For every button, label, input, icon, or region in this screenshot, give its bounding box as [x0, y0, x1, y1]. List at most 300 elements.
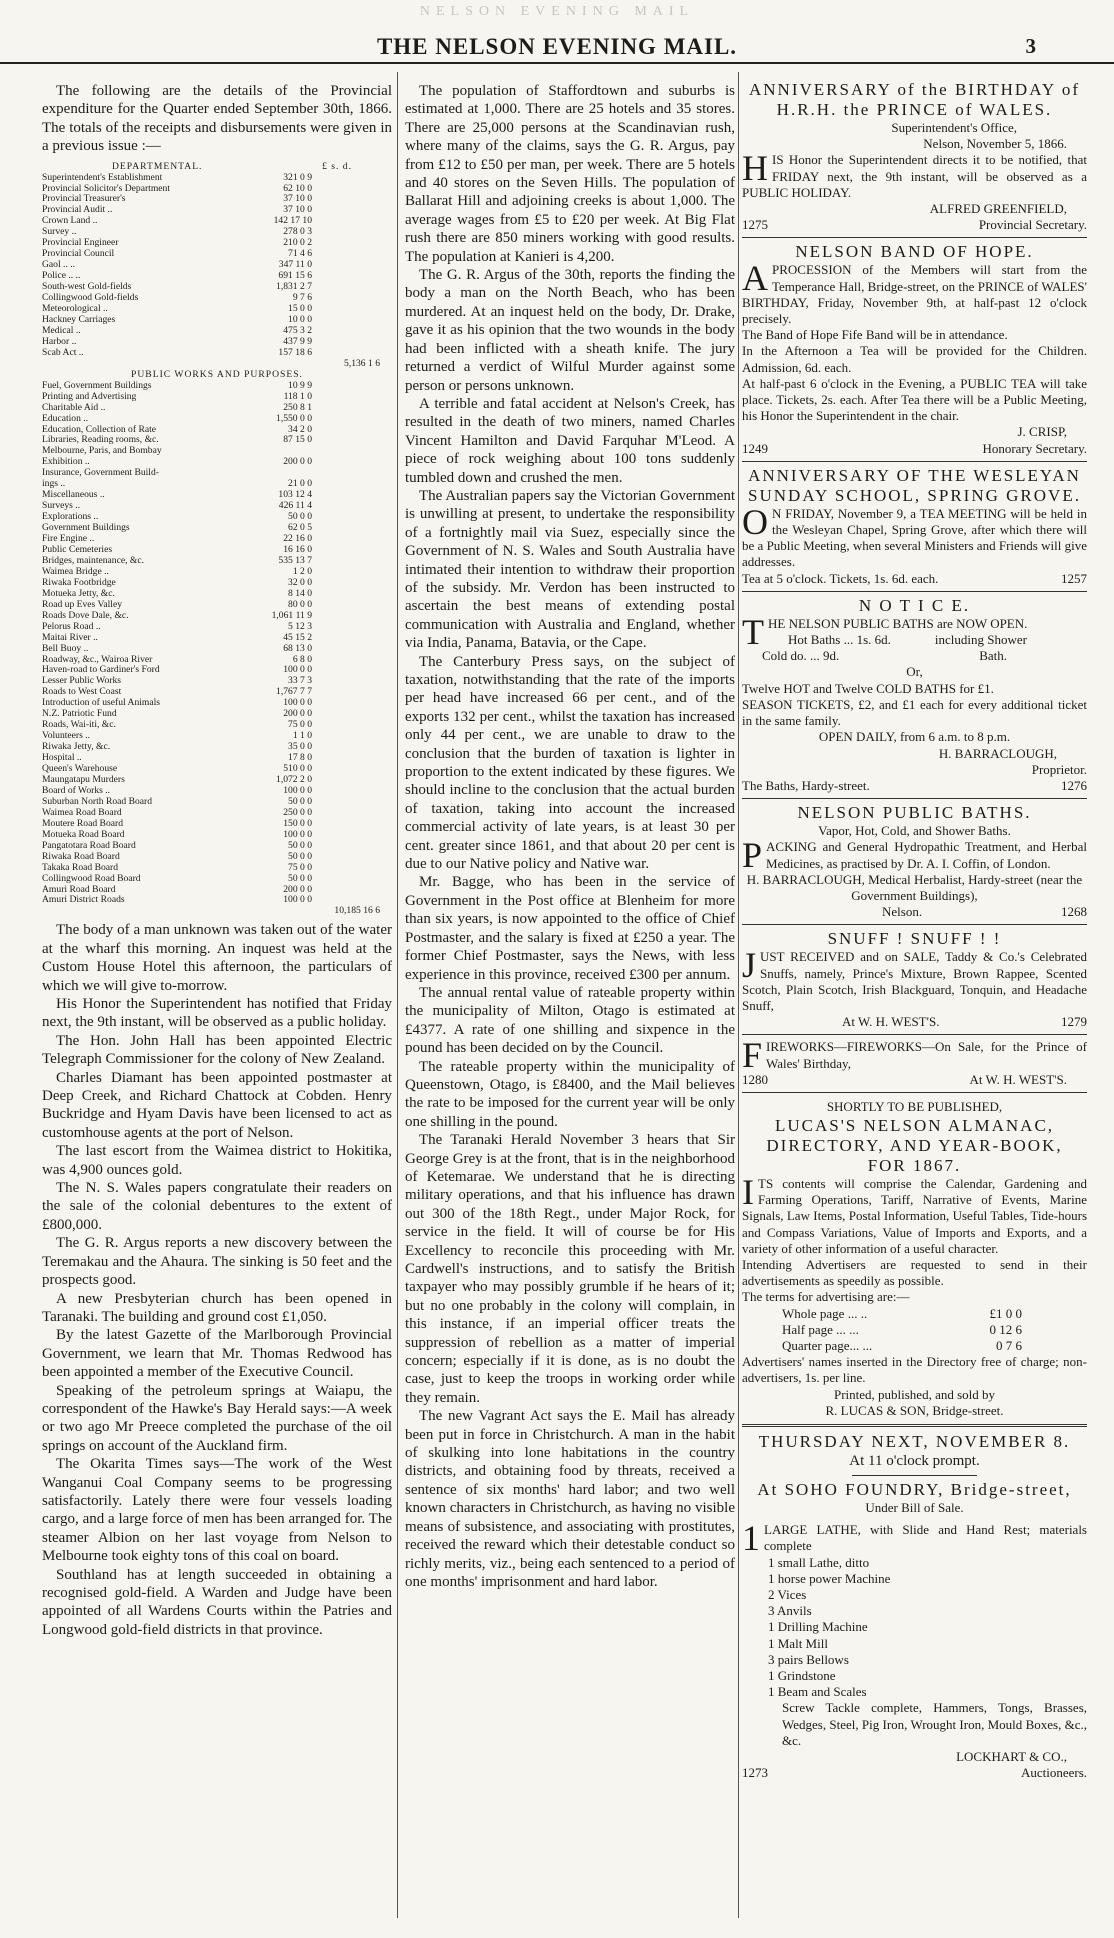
public-works-header: PUBLIC WORKS AND PURPOSES. [131, 368, 303, 380]
auction-item: 3 Anvils [768, 1603, 812, 1619]
row-label: Printing and Advertising [42, 391, 137, 402]
row-amount: 75 0 0 [288, 719, 312, 731]
row-label: Roads Dove Dale, &c. [42, 610, 129, 621]
ad-body: PROCESSION of the Members will start from the Temperance Hall, Bridge-street, on the PRINCE of WALES' BIRTHDAY, Friday, November 9th, at half-past 12 o'clock precisely. [742, 262, 1087, 327]
table-row [42, 764, 392, 775]
ad-heading: DIRECTORY, AND YEAR-BOOK, [766, 1135, 1063, 1155]
dept-total: 5,136 1 6 [344, 357, 380, 369]
row-amount: 9 7 6 [292, 292, 312, 304]
rate-price: 0 12 6 [989, 1321, 1022, 1337]
row-amount [232, 468, 332, 479]
row-amount: 475 3 2 [283, 324, 312, 336]
auction-items [742, 1555, 1087, 1701]
row-label: Survey .. [42, 227, 77, 238]
row-amount: 80 0 0 [288, 598, 312, 610]
ad-signature: ALFRED GREENFIELD, [929, 201, 1067, 217]
row-amount: 426 11 4 [278, 500, 312, 512]
ad-number: 1276 [1061, 777, 1087, 793]
rate-price: 0 7 6 [996, 1337, 1022, 1353]
row-amount: 21 0 0 [288, 478, 312, 490]
row-label: Moutere Road Board [42, 818, 123, 829]
row-label: ings .. [42, 479, 66, 490]
table-row [42, 731, 392, 742]
row-label: Miscellaneous .. [42, 490, 105, 501]
row-label: Road up Eves Valley [42, 599, 123, 610]
row-amount: 157 18 6 [278, 346, 312, 358]
ad-place: Nelson. [882, 904, 923, 920]
drop-cap: 1 [742, 1518, 760, 1559]
row-amount: 1,831 2 7 [276, 281, 312, 293]
table-row [42, 698, 392, 709]
ad-body: Printed, published, and sold by [833, 1386, 996, 1402]
drop-cap: O [742, 501, 768, 542]
ghost-text: NELSON EVENING MAIL [419, 4, 695, 19]
row-amount: 100 0 0 [283, 784, 312, 796]
ad-number: 1273 [742, 1765, 768, 1781]
row-amount: 5 12 3 [288, 620, 312, 632]
row-label: Collingwood Road Board [42, 873, 141, 884]
table-row [42, 403, 392, 414]
row-label: Gaol .. .. [42, 260, 76, 271]
row-amount: 1,550 0 0 [276, 412, 312, 424]
ad-heading: N O T I C E. [858, 595, 971, 615]
row-label: Government Buildings [42, 523, 130, 534]
table-row [42, 567, 392, 578]
auction-item: 1 Malt Mill [768, 1635, 828, 1651]
row-label: Amuri Road Board [42, 884, 116, 895]
auction-item: 1 horse power Machine [768, 1570, 891, 1586]
ad-heading: SUNDAY SCHOOL, SPRING GROVE. [748, 485, 1081, 505]
row-amount: 437 9 9 [283, 335, 312, 347]
ad-vendor: At W. H. WEST'S. [969, 1071, 1067, 1087]
row-amount: 200 0 0 [283, 708, 312, 720]
table-row [42, 446, 392, 457]
row-amount: 278 0 3 [283, 226, 312, 238]
article-paragraph: The Canterbury Press says, on the subject of taxation, notwithstanding that the rate of the imports per head have increased 66 per cent., and of the exports 132 per cent., whilst the taxation has increased only 44 per cent., we are unable to draw to the conclusion that the burden of taxation is lighter in proportion to the extent indicated by these figures. We should incline to the conclusion that the actual burden of taxation, taking into account the increased commercial activity of late years, is at least 30 per cent. greater since 1861, and that about 20 per cent is due to our Native policy and Native war. [405, 653, 735, 873]
row-amount: 87 15 0 [283, 434, 312, 446]
row-label: Exhibition .. [42, 457, 90, 468]
ad-role: Provincial Secretary. [978, 217, 1087, 233]
drop-cap: I [742, 1171, 754, 1212]
ad-body: OPEN DAILY, from 6 a.m. to 8 p.m. [818, 729, 1011, 745]
ad-band-of-hope [742, 242, 1087, 456]
ad-rule [742, 237, 1087, 238]
table-row [42, 863, 392, 874]
article-paragraph: The last escort from the Waimea district to Hokitika, was 4,900 ounces gold. [42, 1143, 392, 1178]
ad-auction [742, 1432, 1087, 1781]
rate-row [782, 1306, 1022, 1322]
table-row [42, 676, 392, 687]
ad-rate: Cold do. ... 9d. [762, 648, 840, 664]
row-label: Riwaka Jetty, &c. [42, 742, 111, 753]
table-row [42, 414, 392, 425]
table-row [42, 194, 392, 205]
table-row [42, 457, 392, 468]
row-label: Provincial Treasurer's [42, 194, 126, 205]
row-amount: 37 10 0 [283, 204, 312, 216]
ad-body: Screw Tackle complete, Hammers, Tongs, Brasses, Wedges, Steel, Pig Iron, Wrought Iron, Mould Boxes, &c., &c. [782, 1700, 1087, 1748]
row-amount: 22 16 0 [283, 533, 312, 545]
row-label: Roads, Wai-iti, &c. [42, 720, 116, 731]
ad-heading: THURSDAY NEXT, NOVEMBER 8. [758, 1432, 1071, 1451]
row-label: Waimea Bridge .. [42, 566, 109, 577]
table-row [42, 184, 392, 195]
ad-address: The Baths, Hardy-street. [742, 777, 870, 793]
ad-body: IS Honor the Superintendent directs it to be notified, that FRIDAY next, the 9th instant, will be observed as a PUBLIC HOLIDAY. [742, 152, 1087, 200]
row-label: Roadway, &c., Wairoa River [42, 654, 153, 665]
masthead [0, 0, 1114, 64]
row-label: Harbor .. [42, 336, 77, 347]
row-amount: 535 13 7 [278, 554, 312, 566]
table-row [42, 348, 392, 359]
article-paragraph: The N. S. Wales papers congratulate their readers on the sale of the colonial debentures to the extent of £800,000. [42, 1180, 392, 1233]
ad-almanac [742, 1097, 1087, 1419]
row-amount: 45 15 2 [283, 631, 312, 643]
row-amount: 250 0 0 [283, 806, 312, 818]
ad-number: 1280 [742, 1071, 768, 1087]
row-label: Bell Buoy .. [42, 643, 89, 654]
row-amount: 1 1 0 [292, 730, 312, 742]
ad-signature: H. BARRACLOUGH, [938, 745, 1057, 761]
dept-rows [42, 173, 392, 359]
ad-rule [742, 924, 1087, 925]
row-amount: 50 0 0 [288, 839, 312, 851]
ad-body: IREWORKS—FIREWORKS—On Sale, for the Prince of Wales' Birthday, [766, 1039, 1087, 1071]
article-paragraph: Speaking of the petroleum springs at Waiapu, the correspondent of the Hawke's Bay Herald says:—A week or two ago Mr Preece completed the purchase of the oil springs on account of the Auckland firm. [42, 1382, 392, 1454]
row-label: Lesser Public Works [42, 676, 121, 687]
row-label: Public Cemeteries [42, 544, 113, 555]
row-label: Maitai River .. [42, 632, 98, 643]
row-label: Volunteers .. [42, 731, 91, 742]
table-row [42, 227, 392, 238]
row-label: Explorations .. [42, 512, 99, 523]
ad-public-baths [742, 803, 1087, 920]
row-label: Provincial Solicitor's Department [42, 183, 171, 194]
ad-rule [742, 1424, 1087, 1427]
row-amount: 50 0 0 [288, 511, 312, 523]
ad-body: Twelve HOT and Twelve COLD BATHS for £1. [742, 680, 994, 696]
table-row [42, 216, 392, 227]
article-paragraph: Charles Diamant has been appointed postmaster at Deep Creek, and Richard Chattock at Cobden. Henry Buckridge and Hyam Davis have been licensed to act as customhouse agents at the port of Nelson. [42, 1069, 392, 1141]
article-paragraph: The new Vagrant Act says the E. Mail has already been put in force in Christchurch. A man in the habit of skulking into lone habitations in the country districts, and obtaining food by threats, received a sentence of six months' hard labor; and two well known characters in Christchurch, as having no visible means of subsistence, and associating with prostitutes, received the reward which their detestable conduct so richly merits, viz., being each sentenced to a period of one months' imprisonment and hard labor. [405, 1408, 735, 1590]
ad-body: UST RECEIVED and on SALE, Taddy & Co.'s Celebrated Snuffs, namely, Prince's Mixture, Brown Rappee, Scented Scotch, Plain Scotch, Irish Blackguard, Tonquin, and Headache Snuff, [742, 949, 1087, 1013]
table-row [42, 786, 392, 797]
row-amount: 250 8 1 [283, 401, 312, 413]
row-label: Motueka Road Board [42, 829, 125, 840]
auction-item: 3 pairs Bellows [768, 1651, 849, 1667]
table-row [42, 337, 392, 348]
row-amount: 16 16 0 [283, 543, 312, 555]
ad-body: In the Afternoon a Tea will be provided for the Children. Admission, 6d. each. [742, 343, 1087, 375]
column-1-articles [42, 921, 392, 1639]
row-label: Crown Land .. [42, 216, 98, 227]
row-label: Meteorological .. [42, 304, 108, 315]
ad-snuff [742, 929, 1087, 1030]
table-row [42, 304, 392, 315]
ad-body: At half-past 6 o'clock in the Evening, a PUBLIC TEA will take place. Tickets, 2s. each. After Tea there will be a Public Meeting, his Honor the Superintendent in the chair. [742, 375, 1087, 424]
public-works-total: 10,185 16 6 [334, 905, 380, 917]
ad-body: SEASON TICKETS, £2, and £1 each for every additional ticket in the same family. [742, 696, 1087, 729]
table-row [42, 589, 392, 600]
article-paragraph: The rateable property within the municipality of Queenstown, Otago, is £8400, and the Mail believes the rate to be imposed for the current year will be only one shilling in the pound. [405, 1058, 735, 1130]
column-3-ads [742, 80, 1087, 1928]
article-paragraph: His Honor the Superintendent has notified that Friday next, the 9th instant, will be observed as a public holiday. [42, 996, 392, 1031]
auction-item: 1 Drilling Machine [768, 1619, 868, 1635]
row-amount: 50 0 0 [288, 850, 312, 862]
table-row [42, 523, 392, 534]
ad-notice-baths [742, 596, 1087, 794]
table-row [42, 819, 392, 830]
row-label: Haven-road to Gardiner's Ford [42, 665, 160, 676]
article-paragraph: The Okarita Times says—The work of the West Wanganui Coal Company seems to be progressing satisfactorily. Lately there were four vessels loading cargo, and a large force of men has been arranged for. The steamer Albion on her last voyage from Nelson to Melbourne took eighty tons of this coal on board. [42, 1456, 392, 1565]
row-label: Provincial Council [42, 249, 115, 260]
ad-body: Intending Advertisers are requested to send in their advertisements as speedily as possible. [742, 1256, 1087, 1289]
rate-row [782, 1322, 1022, 1338]
ad-fireworks [742, 1035, 1087, 1088]
rate-label: Quarter page... ... [782, 1337, 873, 1353]
ad-rule [852, 1475, 977, 1476]
table-row [42, 830, 392, 841]
ad-number: 1249 [742, 440, 768, 456]
drop-cap: J [742, 945, 757, 986]
ad-line: Tea at 5 o'clock. Tickets, 1s. 6d. each. [742, 570, 939, 586]
row-label: Riwaka Footbridge [42, 577, 116, 588]
dept-header: DEPARTMENTAL. [112, 160, 203, 172]
row-label: Pelorus Road .. [42, 621, 101, 632]
table-row [42, 808, 392, 819]
row-amount: 15 0 0 [288, 303, 312, 315]
row-label: Queen's Warehouse [42, 764, 118, 775]
table-row [42, 655, 392, 666]
ad-subheading: Vapor, Hot, Cold, and Shower Baths. [818, 823, 1011, 839]
currency-header: £ s. d. [322, 160, 352, 172]
row-label: Education, Collection of Rate [42, 424, 157, 435]
table-row [42, 600, 392, 611]
table-row [42, 534, 392, 545]
expenditure-table [42, 162, 392, 918]
drop-cap: H [742, 148, 768, 189]
table-row [42, 885, 392, 896]
row-amount: 1,072 2 0 [276, 774, 312, 785]
row-amount: 103 12 4 [278, 489, 312, 501]
row-label: Surveys .. [42, 501, 81, 512]
table-row [42, 205, 392, 216]
table-row [42, 578, 392, 589]
expenditure-intro: The following are the details of the Provincial expenditure for the Quarter ended September 30th, 1866. The totals of the receipts and disbursements were given in a previous issue :— [42, 83, 392, 155]
row-amount: 1 2 0 [292, 565, 312, 577]
ad-heading: H.R.H. the PRINCE of WALES. [776, 100, 1053, 119]
table-row [42, 665, 392, 676]
row-amount: 62 10 0 [283, 182, 312, 194]
ad-heading: NELSON PUBLIC BATHS. [797, 803, 1032, 823]
row-label: Libraries, Reading rooms, &c. [42, 435, 159, 446]
newspaper-title: THE NELSON EVENING MAIL. [376, 34, 738, 59]
ad-address: Nelson, November 5, 1866. [923, 136, 1067, 152]
row-label: Maungatapu Murders [42, 775, 125, 785]
table-row [42, 720, 392, 731]
auction-item: 1 Beam and Scales [768, 1684, 867, 1700]
ad-heading: LUCAS'S NELSON ALMANAC, [774, 1115, 1055, 1135]
row-amount: 691 15 6 [278, 270, 312, 282]
table-row [42, 545, 392, 556]
column-divider [738, 72, 739, 1918]
ad-heading: At 11 o'clock prompt. [849, 1453, 980, 1469]
article-paragraph: A terrible and fatal accident at Nelson's Creek, has resulted in the death of two miners, named Charles Vincent Hamilton and David Farquhar M'Leod. A piece of rock weighing about 100 tons suddenly tumbled down and crushed the men. [405, 395, 735, 486]
ad-body: N FRIDAY, November 9, a TEA MEETING will be held in the Wesleyan Chapel, Spring Grove, after which there will be a Public Meeting, when several Ministers and Friends will give addresses. [742, 505, 1087, 570]
auction-item: 1 Grindstone [768, 1668, 836, 1684]
table-row [42, 501, 392, 512]
column-divider [397, 72, 398, 1918]
article-paragraph: A new Presbyterian church has been opened in Taranaki. The building and ground cost £1,050. [42, 1290, 392, 1325]
ad-subheading: Under Bill of Sale. [865, 1500, 964, 1515]
table-row [42, 468, 392, 479]
table-row [42, 841, 392, 852]
table-row [42, 326, 392, 337]
row-amount: 1,061 11 9 [271, 609, 312, 621]
row-label: Fire Engine .. [42, 534, 95, 545]
ad-heading: SNUFF ! SNUFF ! ! [827, 929, 1002, 949]
column-2-articles [405, 82, 735, 1591]
row-amount: 35 0 0 [288, 741, 312, 753]
row-amount: 321 0 9 [283, 171, 312, 183]
row-amount: 75 0 0 [288, 861, 312, 873]
row-label: Roads to West Coast [42, 687, 122, 698]
ad-heading: ANNIVERSARY OF THE WESLEYAN [748, 465, 1081, 485]
table-row [42, 687, 392, 698]
ad-heading: ANNIVERSARY of the BIRTHDAY of [749, 80, 1080, 99]
table-row [42, 775, 392, 786]
ad-heading: FOR 1867. [867, 1155, 962, 1175]
row-label: Introduction of useful Animals [42, 698, 161, 709]
row-label: Police .. .. [42, 271, 81, 282]
drop-cap: T [742, 611, 764, 652]
row-amount: 50 0 0 [288, 795, 312, 807]
ad-body: LARGE LATHE, with Slide and Hand Rest; materials complete [764, 1522, 1087, 1554]
row-amount: 210 0 2 [283, 237, 312, 249]
ad-role: Honorary Secretary. [982, 440, 1087, 456]
ad-rate-note: Bath. [979, 648, 1007, 664]
article-paragraph: The body of a man unknown was taken out of the water at the wharf this morning. An inquest was held at the Custom House Hotel this afternoon, the particulars of which we will give to-morrow. [42, 922, 392, 994]
row-amount: 17 8 0 [288, 752, 312, 764]
ad-body: The terms for advertising are:— [742, 1289, 910, 1305]
table-row [42, 874, 392, 885]
ad-number: 1257 [1061, 570, 1087, 586]
ad-or: Or, [906, 664, 923, 680]
row-amount: 1,767 7 7 [276, 686, 312, 698]
table-row [42, 381, 392, 392]
row-label: Motueka Jetty, &c. [42, 588, 115, 599]
row-label: Collingwood Gold-fields [42, 293, 139, 304]
column-2 [405, 82, 735, 1928]
row-label: Scab Act .. [42, 347, 84, 358]
article-paragraph: The annual rental value of rateable property within the municipality of Milton, Otago is estimated at £4377. A rate of one shilling and sixpence in the pound has been decided on by the Council. [405, 984, 735, 1057]
table-row [42, 797, 392, 808]
ad-rule [742, 461, 1087, 462]
rate-label: Whole page ... .. [782, 1305, 868, 1321]
ad-body: HE NELSON PUBLIC BATHS are NOW OPEN. [768, 615, 1028, 631]
table-row [42, 644, 392, 655]
auction-item: 1 small Lathe, ditto [768, 1554, 870, 1570]
ad-vendor: At W. H. WEST'S. [842, 1014, 940, 1030]
row-amount: 34 2 0 [288, 423, 312, 435]
article-paragraph: The Hon. John Hall has been appointed Electric Telegraph Commissioner for the colony of New Zealand. [42, 1032, 392, 1068]
row-label: Provincial Audit .. [42, 205, 113, 216]
ad-rule [742, 591, 1087, 592]
ad-rule [742, 1092, 1087, 1093]
table-row [42, 315, 392, 326]
row-amount: 50 0 0 [288, 872, 312, 884]
article-paragraph: The population of Staffordtown and suburbs is estimated at 1,000. There are 25 hotels and 35 stores. There are 25,000 persons at the Scandinavian rush, where many of the claims, says the G. R. Argus, pay from £12 to £50 per man, per week. There are 5 hotels and 40 stores on the Seven Hills. The population of Ballarat Hill and adjoining creeks is about 1,000. The average wages from £5 to £20 per week. At Big Flat rush there are 850 miners working with good results. The population at Kanieri is 4,200. [405, 83, 735, 265]
row-amount: 100 0 0 [283, 664, 312, 676]
table-row [42, 249, 392, 260]
row-amount [232, 446, 332, 457]
row-amount: 142 17 10 [273, 215, 312, 227]
row-label: Suburban North Road Board [42, 796, 153, 807]
row-label: Education .. [42, 413, 89, 424]
table-row [42, 611, 392, 622]
table-row [42, 425, 392, 436]
ad-signature: H. BARRACLOUGH, Medical Herbalist, Hardy-street (near the Government Buildings), [746, 871, 1083, 903]
ad-signature: R. LUCAS & SON, Bridge-street. [825, 1402, 1004, 1418]
article-paragraph: The Australian papers say the Victorian Government is unwilling at present, to undertake the responsibility of a fortnightly mail via Suez, especially since the Government of N. S. Wales and South Australia have intimated their intention to withdraw their proportion of the subsidy. Mr. Verdon has been instructed to ascertain the best means of extending postal communication with Australia and England, whether via India, Panama, Batavia, or the Cape. [405, 487, 735, 652]
table-row [42, 709, 392, 720]
table-row [42, 633, 392, 644]
rate-row [782, 1338, 1022, 1354]
column-1 [42, 82, 392, 1928]
row-amount: 100 0 0 [283, 894, 312, 906]
row-label: Medical .. [42, 325, 81, 336]
ad-rates [742, 1306, 1087, 1355]
table-row [42, 271, 392, 282]
row-label: Takaka Road Board [42, 862, 119, 873]
article-paragraph: Southland has at length succeeded in obtaining a recognised gold-field. A Warden and Judge have been appointed of all Wardens Courts within the Patries and Longwood gold-field districts in that province. [42, 1566, 392, 1638]
ad-heading: At SOHO FOUNDRY, Bridge-street, [757, 1480, 1072, 1499]
ad-body: ACKING and General Hydropathic Treatment, and Herbal Medicines, as practised by Dr. A. I. Coffin, of London. [766, 839, 1087, 871]
ad-body: The Band of Hope Fife Band will be in attendance. [742, 327, 1008, 343]
ad-number: 1275 [742, 217, 768, 233]
ad-role: Auctioneers. [1020, 1765, 1087, 1781]
article-paragraph: The G. R. Argus of the 30th, reports the finding the body a man on the North Beach, who has been murdered. At an inquest held on the body, Dr. Drake, gave it as his opinion that the two wounds in the body had been inflicted with a sheath knife. The jury returned a verdict of Wilful Murder against some person or persons unknown. [405, 267, 735, 394]
table-row [42, 512, 392, 523]
table-row [42, 260, 392, 271]
table-row [42, 622, 392, 633]
row-amount: 6 8 0 [292, 653, 312, 665]
row-label: Waimea Road Board [42, 807, 122, 818]
table-row [42, 742, 392, 753]
row-label: Hospital .. [42, 753, 82, 764]
row-amount: 10 0 0 [288, 313, 312, 325]
table-row [42, 238, 392, 249]
row-label: Riwaka Road Board [42, 851, 120, 862]
table-row [42, 753, 392, 764]
table-row [42, 556, 392, 567]
rate-price: £1 0 0 [989, 1305, 1022, 1321]
row-label: Fuel, Government Buildings [42, 380, 152, 391]
drop-cap: P [742, 835, 763, 876]
drop-cap: F [742, 1035, 763, 1076]
table-row [42, 852, 392, 863]
row-label: Superintendent's Establishment [42, 172, 163, 183]
ad-number: 1268 [1061, 904, 1087, 920]
row-label: Amuri District Roads [42, 895, 125, 906]
row-label: Insurance, Government Build- [42, 468, 159, 479]
row-amount: 200 0 0 [283, 883, 312, 895]
public-works-rows [42, 381, 392, 907]
row-amount: 150 0 0 [283, 817, 312, 829]
page-number: 3 [1025, 34, 1036, 58]
dept-header-row [42, 162, 392, 173]
row-label: Board of Works .. [42, 785, 111, 796]
